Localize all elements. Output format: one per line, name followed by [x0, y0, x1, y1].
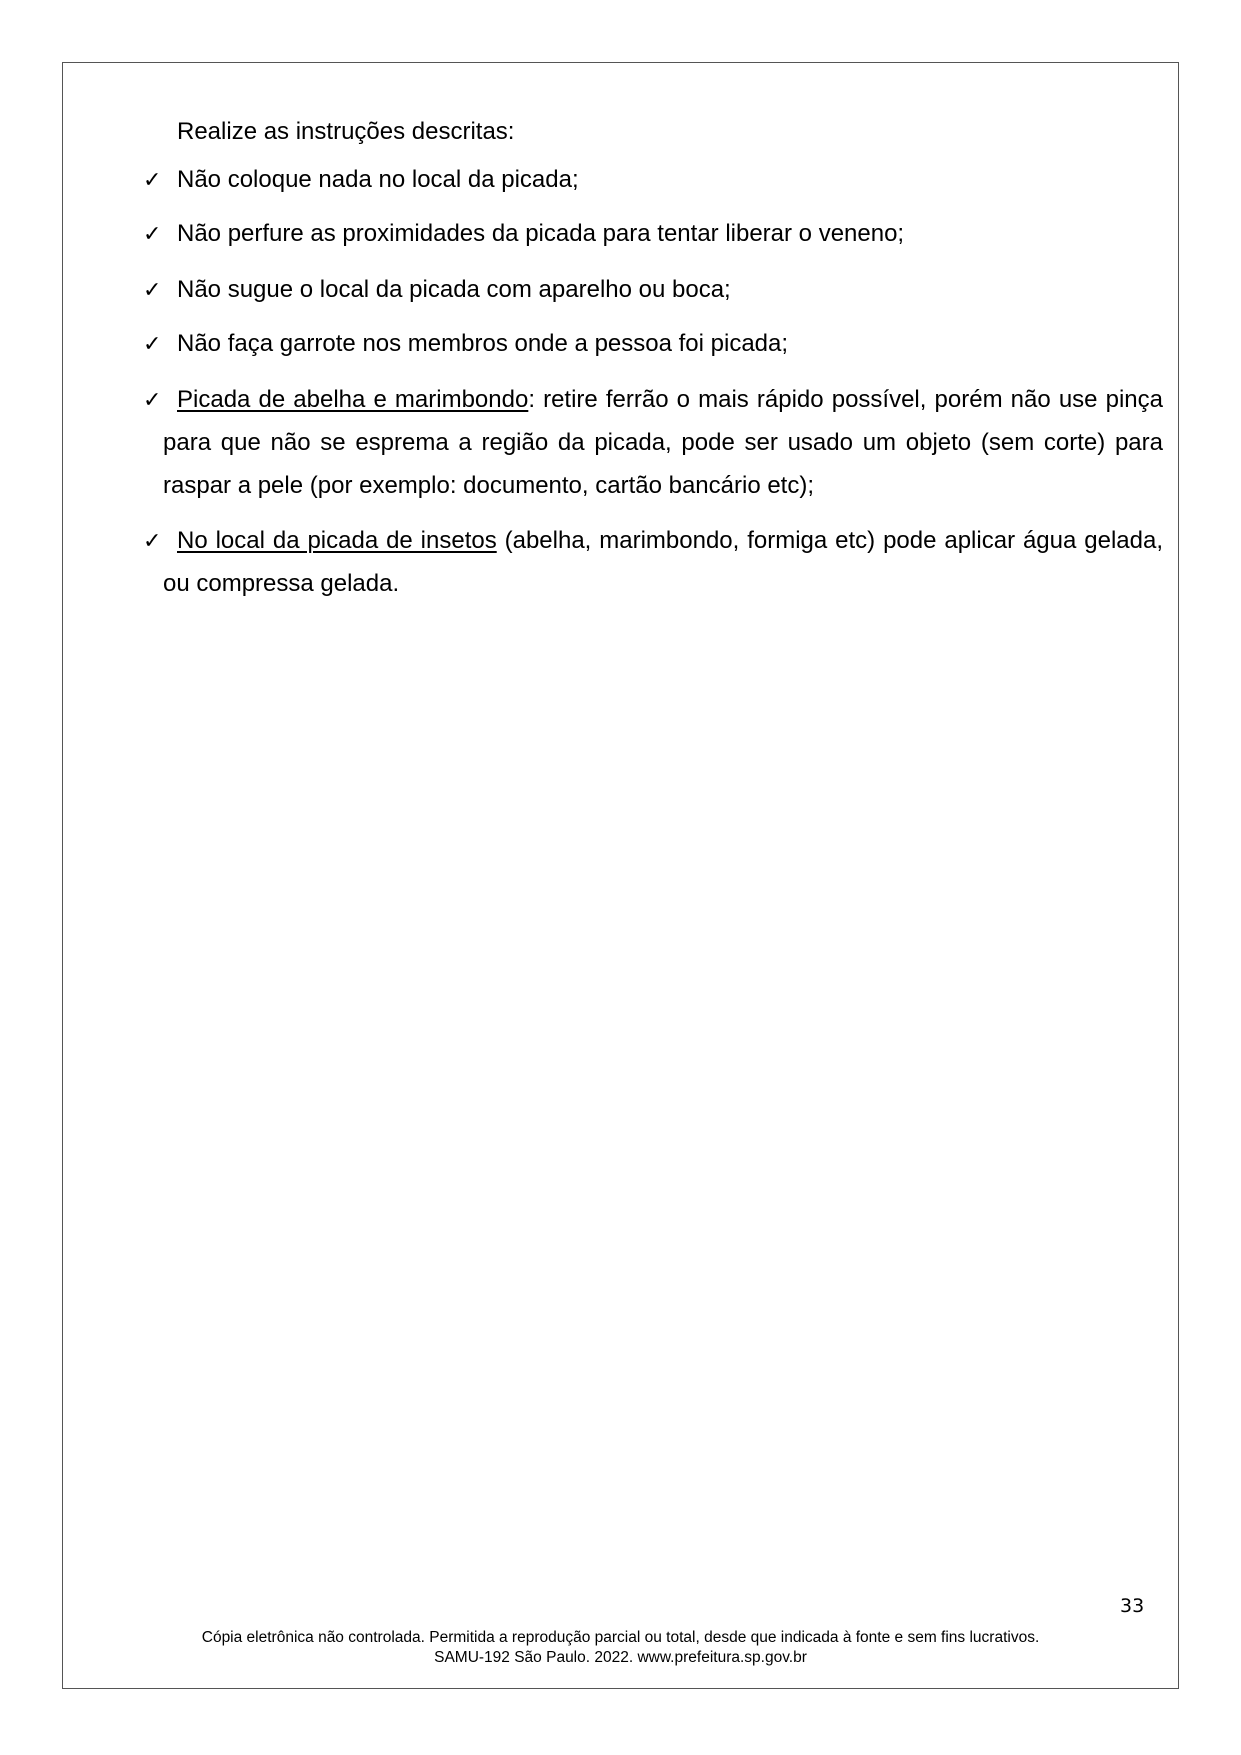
- list-item: [177, 212, 1177, 255]
- list-item-text: (abelha, marimbondo, formiga etc) pode aplicar água gelada, ou compressa gelada.: [163, 527, 1163, 597]
- list-item-text: Não perfure as proximidades da picada para tentar liberar o veneno;: [177, 220, 905, 247]
- checkmark-icon: ✓: [143, 277, 162, 302]
- list-item-text: Não sugue o local da picada com aparelho ou boca;: [177, 276, 731, 303]
- checkmark-icon: ✓: [143, 387, 162, 412]
- list-item: [177, 158, 1177, 201]
- checkmark-icon: ✓: [143, 167, 162, 192]
- list-item-text: Não faça garrote nos membros onde a pessoa foi picada;: [177, 330, 789, 357]
- checkmark-icon: ✓: [143, 221, 162, 246]
- list-item: [177, 322, 1177, 365]
- footer-notice: Cópia eletrônica não controlada. Permitida a reprodução parcial ou total, desde que indicada à fonte e sem fins lucrativos.: [201, 1629, 1040, 1646]
- checkmark-icon: ✓: [143, 528, 162, 553]
- checkmark-icon: ✓: [143, 331, 162, 356]
- list-item: [163, 378, 1163, 507]
- list-item-text: Não coloque nada no local da picada;: [177, 166, 579, 193]
- list-item-text: : retire ferrão o mais rápido possível, porém não use pinça para que não se esprema a região da picada, pode ser usado um objeto (sem corte) para raspar a pele (por exemplo: documento, cartão bancário etc);: [163, 386, 1163, 499]
- intro-text: Realize as instruções descritas:: [177, 118, 515, 145]
- list-item-underlined: Picada de abelha e marimbondo: [177, 386, 529, 413]
- list-item: [177, 268, 1177, 311]
- page-number: 33: [1120, 1595, 1145, 1617]
- list-item: [163, 519, 1163, 605]
- footer-source: SAMU-192 São Paulo. 2022. www.prefeitura.sp.gov.br: [434, 1649, 807, 1666]
- list-item-underlined: No local da picada de insetos: [177, 527, 497, 554]
